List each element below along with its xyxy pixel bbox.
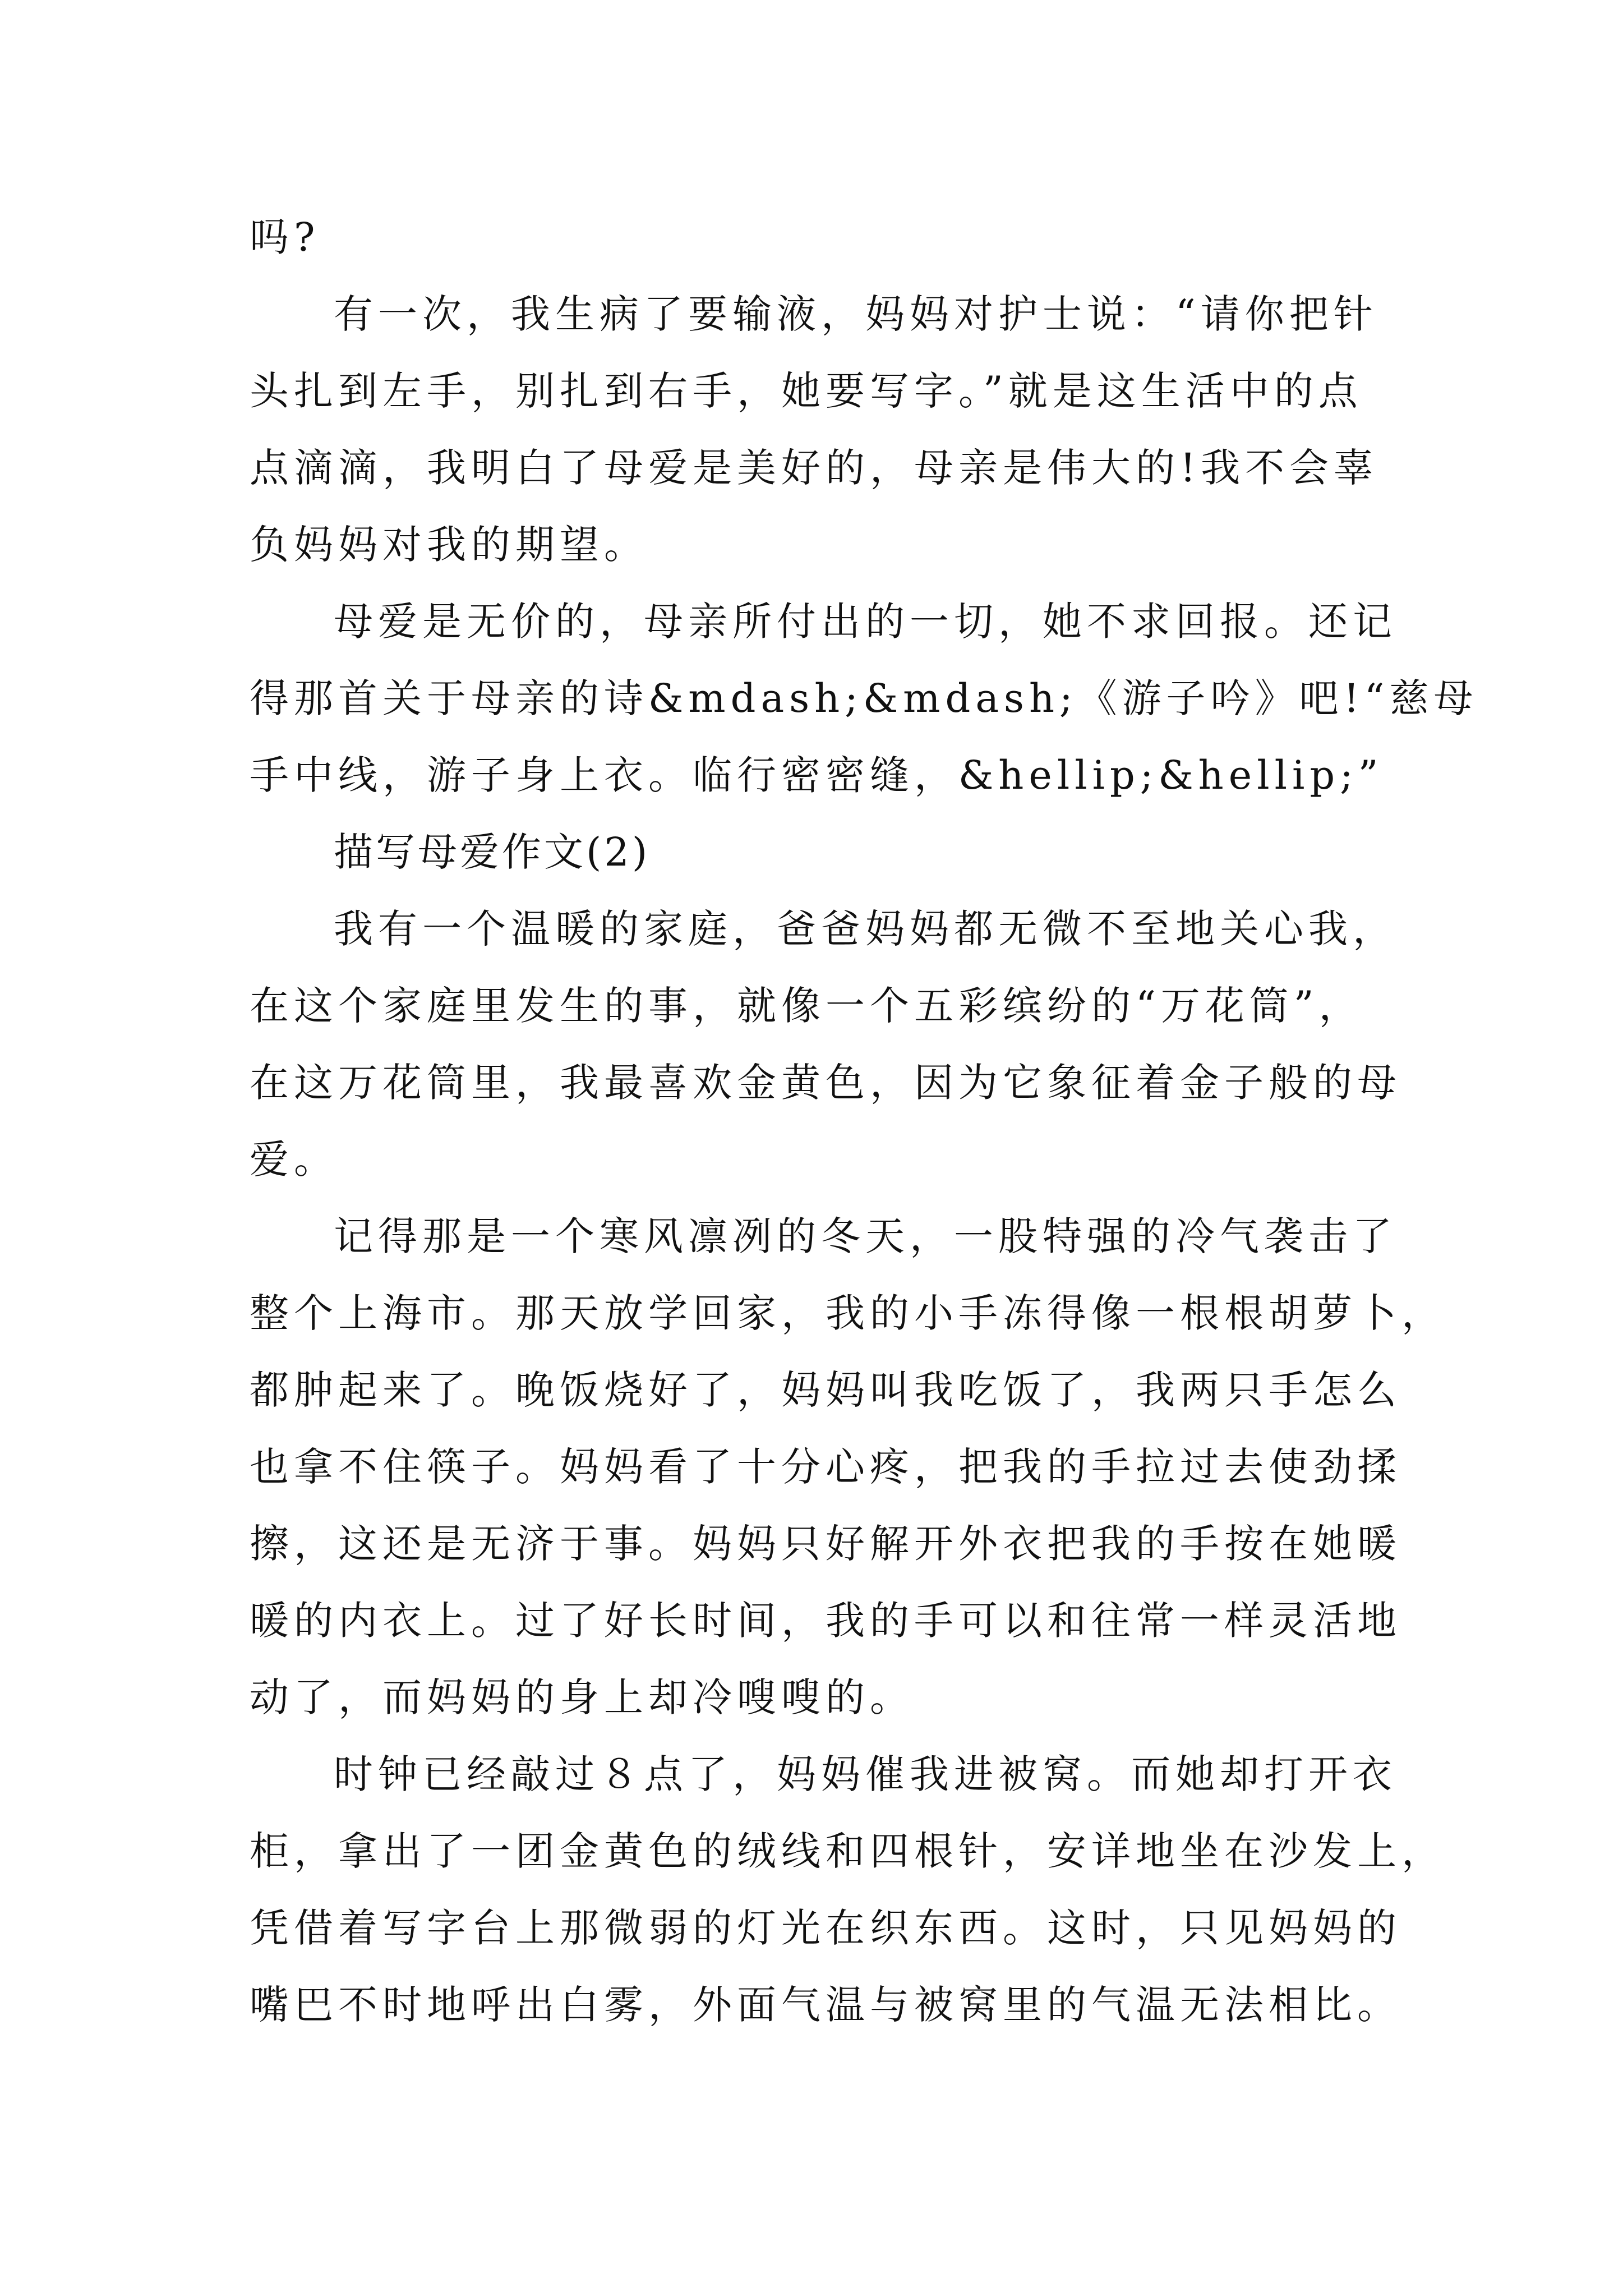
text-line: 头扎到左手，别扎到右手，她要写字。”就是这生活中的点: [250, 368, 1363, 414]
paragraph-first-line: 我有一个温暖的家庭，爸爸妈妈都无微不至地关心我，: [334, 906, 1397, 952]
text-line: 动了，而妈妈的身上却冷嗖嗖的。: [250, 1674, 914, 1720]
text-line: 负妈妈对我的期望。: [250, 522, 648, 568]
paragraph-first-line: 时钟已经敲过８点了，妈妈催我进被窝。而她却打开衣: [334, 1751, 1397, 1797]
text-line: 在这万花筒里，我最喜欢金黄色，因为它象征着金子般的母: [250, 1060, 1401, 1106]
paragraph-first-line: 母爱是无价的，母亲所付出的一切，她不求回报。还记: [334, 599, 1397, 645]
text-line: 擦，这还是无济于事。妈妈只好解开外衣把我的手按在她暖: [250, 1521, 1401, 1567]
text-line: 吗?: [250, 214, 320, 260]
text-line: 凭借着写字台上那微弱的灯光在织东西。这时，只见妈妈的: [250, 1905, 1401, 1951]
text-line: 都肿起来了。晚饭烧好了，妈妈叫我吃饭了，我两只手怎么: [250, 1367, 1401, 1413]
text-line: 暖的内衣上。过了好长时间，我的手可以和往常一样灵活地: [250, 1598, 1401, 1644]
essay-body: [250, 199, 1478, 2044]
paragraph-first-line: 有一次，我生病了要输液，妈妈对护士说：“请你把针: [334, 291, 1378, 337]
text-line: 在这个家庭里发生的事，就像一个五彩缤纷的“万花筒”，: [250, 983, 1363, 1029]
section-heading: 描写母爱作文(2): [334, 829, 651, 875]
text-line: 手中线，游子身上衣。临行密密缝，&hellip;&hellip;”: [250, 752, 1384, 798]
text-line: 也拿不住筷子。妈妈看了十分心疼，把我的手拉过去使劲揉: [250, 1444, 1401, 1490]
text-line: 嘴巴不时地呼出白雾，外面气温与被窝里的气温无法相比。: [250, 1982, 1401, 2028]
text-line: 柜，拿出了一团金黄色的绒线和四根针，安详地坐在沙发上，: [250, 1828, 1446, 1874]
text-line: 爱。: [250, 1137, 338, 1182]
text-line: 点滴滴，我明白了母爱是美好的，母亲是伟大的!我不会辜: [250, 445, 1378, 491]
text-line: 整个上海市。那天放学回家，我的小手冻得像一根根胡萝卜，: [250, 1290, 1446, 1336]
paragraph-first-line: 记得那是一个寒风凛冽的冬天，一股特强的冷气袭击了: [334, 1213, 1397, 1259]
text-line: 得那首关于母亲的诗&mdash;&mdash;《游子吟》吧!“慈母: [250, 675, 1478, 721]
